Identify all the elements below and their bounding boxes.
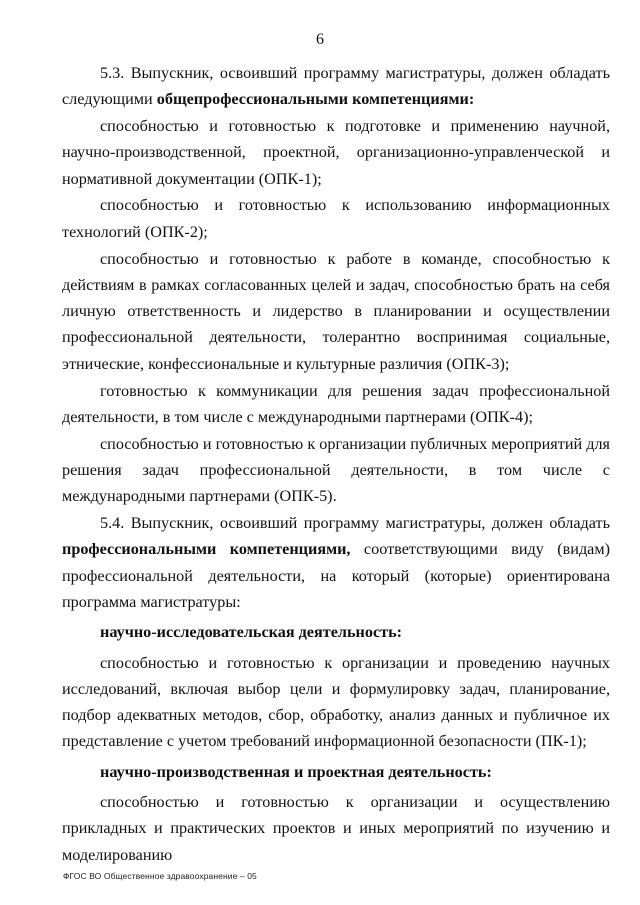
page-number: 6: [316, 31, 324, 48]
section-5-4-tail-text: соответствующими виду (видам) профессиональной деятельности, на который (которые) ориентирована программа магистратуры:: [62, 540, 611, 611]
competency-pk-1: способностью и готовностью к организации и проведению научных исследований, включая выбор цели и формулировку задач, планирование, подбор адекватных методов, сбор, обработку, анализ данных и публичное их представление с учетом требований информационной безопасности (ПК-1);: [62, 653, 610, 751]
competency-opk-1: способностью и готовностью к подготовке и применению научной, научно-производственной, проектной, организационно-управленческой и нормативной документации (ОПК-1);: [62, 117, 610, 188]
competency-opk-4: готовностью к коммуникации для решения задач профессиональной деятельности, в том числе с международными партнерами (ОПК-4);: [62, 381, 610, 426]
competency-opk-3: способностью и готовностью к работе в команде, способностью к действиям в рамках согласованных целей и задач, способностью брать на себя личную ответственность и лидерство в планировании и осуществлении профессиональной деятельности, толерантно воспринимая социальные, этнические, конфессиональные и культурные различия (ОПК-3);: [62, 249, 610, 373]
section-5-3-intro: [62, 60, 610, 113]
competency-opk-5: способностью и готовностью к организации публичных мероприятий для решения задач профессиональной деятельности, в том числе с международными партнерами (ОПК-5).: [62, 434, 610, 506]
section-5-4-bold-term: профессиональными компетенциями,: [62, 540, 351, 559]
document-body: [62, 60, 610, 868]
section-5-4-intro: [62, 510, 610, 615]
heading-production-activity: научно-производственная и проектная деятельность:: [100, 762, 492, 781]
section-5-3-bold-term: общепрофессиональными компетенциями:: [156, 90, 475, 109]
heading-research-activity: научно-исследовательская деятельность:: [100, 623, 403, 642]
section-5-3-lead-text: 5.3. Выпускник, освоивший программу магистратуры, должен обладать следующими: [62, 64, 610, 109]
competency-opk-2: способностью и готовностью к использованию информационных технологий (ОПК-2);: [62, 196, 610, 241]
section-5-4-lead-text: 5.4. Выпускник, освоивший программу магистратуры, должен обладать: [100, 514, 610, 533]
footer-standard-code: ФГОС ВО Общественное здравоохранение – 05: [63, 871, 257, 881]
competency-pk-next: способностью и готовностью к организации и осуществлению прикладных и практических проектов и иных мероприятий по изучению и моделированию: [62, 793, 610, 864]
